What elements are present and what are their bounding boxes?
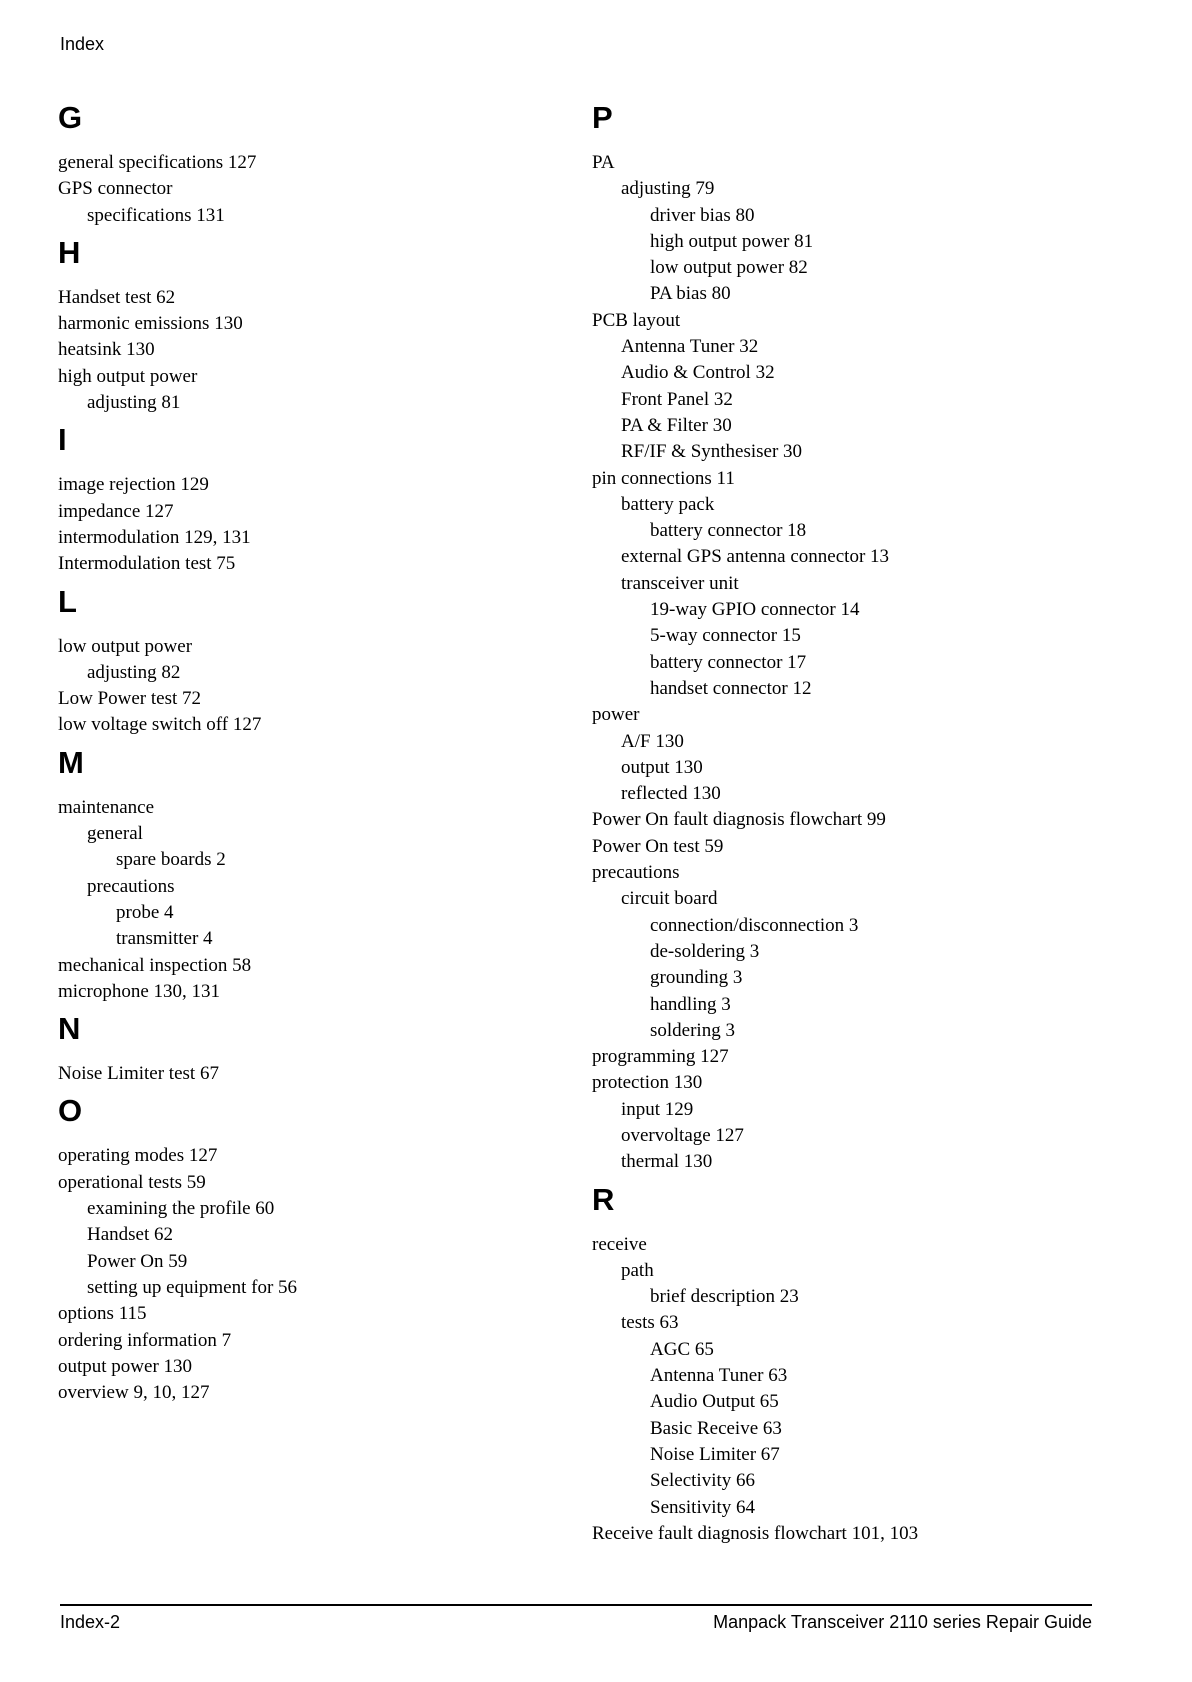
index-entry: Noise Limiter 67: [650, 1443, 780, 1465]
index-entry: ordering information 7: [58, 1329, 232, 1351]
index-entry: Basic Receive 63: [650, 1417, 782, 1439]
index-entry: general specifications 127: [58, 152, 257, 173]
index-entry: RF/IF & Synthesiser 30: [621, 441, 803, 463]
section-letter: N: [58, 1011, 81, 1047]
index-entry: adjusting 82: [87, 661, 181, 683]
index-entry: microphone 130, 131: [58, 980, 221, 1002]
index-section-m: [58, 743, 578, 1005]
index-entry: mechanical inspection 58: [58, 954, 252, 976]
index-section-g: [58, 98, 578, 229]
footer-page-number: Index-2: [60, 1612, 121, 1632]
index-entry: precautions: [592, 862, 680, 884]
index-entry: adjusting 79: [621, 178, 715, 200]
index-entry: pin connections 11: [592, 467, 735, 489]
index-entry: handling 3: [650, 993, 731, 1015]
index-entry: options 115: [58, 1303, 147, 1325]
index-entry: thermal 130: [621, 1151, 713, 1173]
index-entry: circuit board: [621, 888, 718, 910]
index-entry: Low Power test 72: [58, 688, 202, 710]
index-entry: programming 127: [592, 1046, 729, 1068]
index-entry: tests 63: [621, 1312, 679, 1334]
index-entry: PA: [592, 152, 615, 173]
index-entry: impedance 127: [58, 500, 174, 522]
section-letter: G: [58, 100, 83, 135]
index-entry: soldering 3: [650, 1019, 735, 1041]
index-entry: path: [621, 1259, 654, 1281]
section-letter: O: [58, 1093, 83, 1129]
footer-rule: [60, 1604, 1092, 1606]
index-entry: general: [87, 823, 143, 845]
index-entry: Power On test 59: [592, 835, 724, 857]
index-entry: intermodulation 129, 131: [58, 526, 251, 548]
index-entry: operating modes 127: [58, 1145, 218, 1167]
index-entry: Audio Output 65: [650, 1391, 779, 1413]
index-column-left: [58, 98, 578, 1410]
index-entry: overview 9, 10, 127: [58, 1382, 210, 1404]
index-entry: Receive fault diagnosis flowchart 101, 103: [592, 1522, 919, 1544]
index-entry: GPS connector: [58, 178, 173, 200]
running-header: Index: [60, 34, 105, 54]
index-entry: brief description 23: [650, 1286, 799, 1308]
index-entry: PA & Filter 30: [621, 414, 732, 436]
index-entry: external GPS antenna connector 13: [621, 546, 890, 568]
section-letter: M: [58, 744, 84, 780]
index-entry: Antenna Tuner 63: [650, 1365, 788, 1387]
section-letter: I: [58, 422, 67, 458]
index-section-h: [58, 233, 578, 416]
index-entry: power: [592, 704, 640, 726]
index-entry: output power 130: [58, 1355, 193, 1377]
index-entry: grounding 3: [650, 967, 743, 989]
index-entry: 19-way GPIO connector 14: [650, 599, 860, 621]
index-entry: connection/disconnection 3: [650, 914, 859, 936]
index-entry: battery pack: [621, 493, 715, 515]
index-entry: input 129: [621, 1098, 694, 1120]
index-entry: adjusting 81: [87, 392, 181, 414]
index-section-r: [592, 1180, 1112, 1548]
footer-document-title: Manpack Transceiver 2110 series Repair Guide: [713, 1612, 1092, 1632]
index-entry: PCB layout: [592, 309, 681, 331]
index-entry: 5-way connector 15: [650, 625, 801, 647]
index-entry: Intermodulation test 75: [58, 553, 236, 575]
index-entry: battery connector 18: [650, 520, 807, 542]
index-entry: examining the profile 60: [87, 1198, 275, 1220]
index-entry: Front Panel 32: [621, 388, 733, 410]
index-section-o: [58, 1091, 578, 1406]
index-entry: Selectivity 66: [650, 1470, 756, 1492]
index-entry: handset connector 12: [650, 677, 812, 699]
index-entry: low voltage switch off 127: [58, 714, 262, 736]
section-letter: R: [592, 1181, 615, 1217]
index-entry: Noise Limiter test 67: [58, 1063, 219, 1085]
index-entry: Handset test 62: [58, 286, 176, 308]
index-entry: transceiver unit: [621, 572, 739, 594]
index-entry: Antenna Tuner 32: [621, 336, 759, 358]
index-entry: PA bias 80: [650, 283, 731, 305]
index-entry: battery connector 17: [650, 651, 807, 673]
index-entry: operational tests 59: [58, 1171, 206, 1193]
index-entry: Sensitivity 64: [650, 1496, 756, 1518]
index-entry: Power On fault diagnosis flowchart 99: [592, 809, 886, 831]
index-entry: harmonic emissions 130: [58, 313, 243, 335]
index-entry: low output power: [58, 635, 193, 657]
index-entry: reflected 130: [621, 783, 721, 805]
index-column-right: [592, 98, 1112, 1551]
section-letter: H: [58, 234, 81, 270]
index-entry: A/F 130: [621, 730, 684, 752]
index-entry: maintenance: [58, 796, 155, 818]
index-entry: output 130: [621, 756, 703, 778]
index-entry: protection 130: [592, 1072, 703, 1094]
index-entry: Handset 62: [87, 1224, 174, 1246]
index-section-i: [58, 420, 578, 577]
section-letter: P: [592, 100, 613, 135]
index-entry: precautions: [87, 875, 175, 897]
index-section-n: [58, 1009, 578, 1087]
index-entry: Power On 59: [87, 1250, 188, 1272]
index-entry: heatsink 130: [58, 339, 155, 361]
index-entry: overvoltage 127: [621, 1124, 744, 1146]
index-entry: probe 4: [116, 901, 174, 923]
index-entry: de-soldering 3: [650, 940, 760, 962]
index-entry: transmitter 4: [116, 928, 213, 950]
index-entry: image rejection 129: [58, 474, 209, 496]
index-section-l: [58, 582, 578, 739]
index-entry: Audio & Control 32: [621, 362, 775, 384]
index-entry: AGC 65: [650, 1338, 714, 1360]
section-letter: L: [58, 583, 77, 619]
index-entry: high output power: [58, 365, 198, 387]
index-entry: specifications 131: [87, 204, 225, 226]
index-entry: receive: [592, 1233, 647, 1255]
index-entry: high output power 81: [650, 230, 814, 252]
index-entry: spare boards 2: [116, 849, 226, 871]
index-entry: setting up equipment for 56: [87, 1276, 298, 1298]
index-entry: driver bias 80: [650, 204, 755, 226]
index-section-p: [592, 98, 1112, 1176]
index-entry: low output power 82: [650, 257, 808, 279]
